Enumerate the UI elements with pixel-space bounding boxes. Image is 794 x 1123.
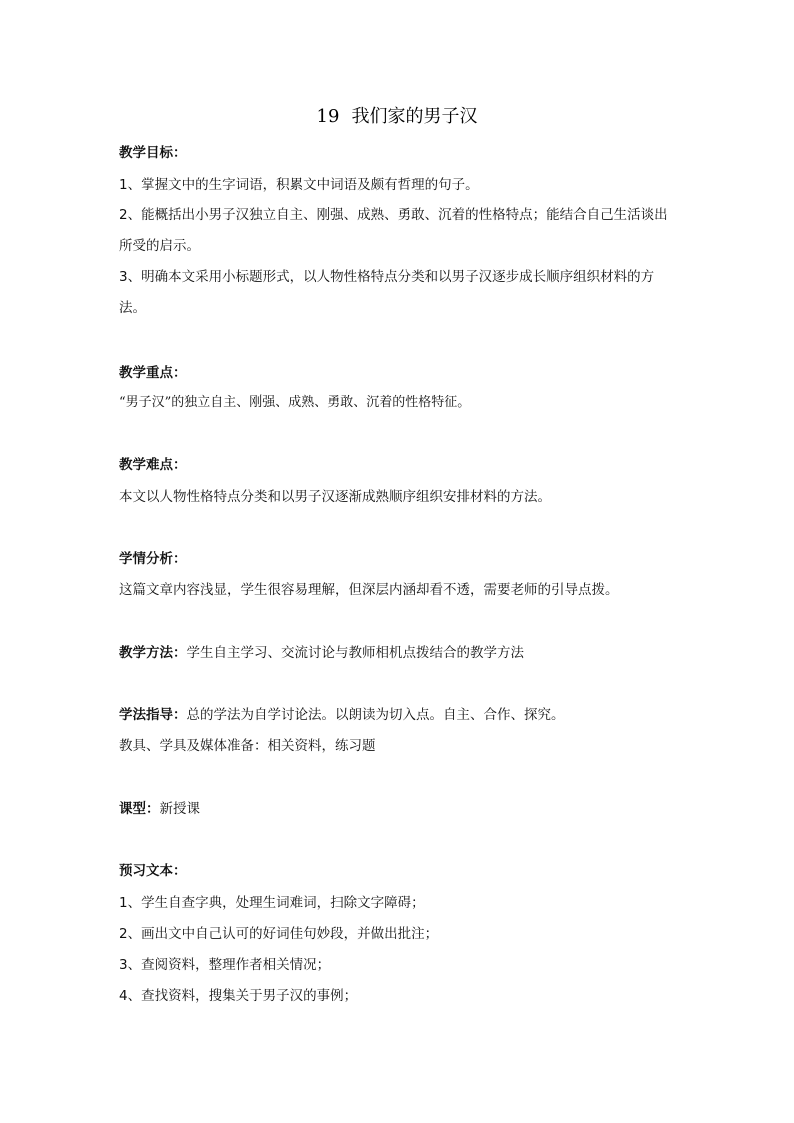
guidance-text: 总的学法为自学讨论法。以朗读为切入点。自主、合作、探究。 (186, 707, 565, 723)
lesson-title: 我们家的男子汉 (351, 106, 478, 127)
preview-heading: 预习文本： (119, 863, 187, 879)
objectives-heading: 教学目标： (119, 145, 187, 161)
lesson-type-line (119, 799, 200, 819)
analysis-text: 这篇文章内容浅显，学生很容易理解，但深层内涵却看不透，需要老师的引导点拨。 (119, 582, 619, 598)
guidance-line (119, 705, 565, 725)
objective-item-3: 3、明确本文采用小标题形式，以人物性格特点分类和以男子汉逐步成长顺序组织材料的方法。 (119, 269, 655, 316)
guidance-heading: 学法指导： (119, 707, 187, 723)
difficulties-text: 本文以人物性格特点分类和以男子汉逐渐成熟顺序组织安排材料的方法。 (119, 489, 551, 505)
difficulties-heading: 教学难点： (119, 457, 187, 473)
method-heading: 教学方法： (119, 645, 187, 661)
method-line (119, 643, 524, 663)
media-text: 教具、学具及媒体准备：相关资料，练习题 (119, 738, 376, 754)
analysis-heading: 学情分析： (119, 551, 187, 567)
preview-item-1: 1、学生自查字典，处理生词难词，扫除文字障碍； (119, 895, 425, 911)
page-title (0, 104, 794, 130)
objective-item-2: 2、能概括出小男子汉独立自主、刚强、成熟、勇敢、沉着的性格特点；能结合自己生活谈出所受的启示。 (119, 207, 668, 254)
key-points-text: “男子汉”的独立自主、刚强、成熟、勇敢、沉着的性格特征。 (119, 395, 471, 410)
lesson-number: 19 (316, 106, 340, 127)
preview-item-2: 2、画出文中自己认可的好词佳句妙段，并做出批注； (119, 926, 439, 942)
key-points-heading: 教学重点： (119, 365, 187, 381)
lesson-type-text: 新授课 (159, 801, 200, 817)
lesson-type-heading: 课型： (119, 801, 160, 817)
preview-item-4: 4、查找资料，搜集关于男子汉的事例； (119, 988, 358, 1004)
objective-item-1: 1、掌握文中的生字词语，积累文中词语及颇有哲理的句子。 (119, 177, 479, 193)
method-text: 学生自主学习、交流讨论与教师相机点拨结合的教学方法 (186, 645, 524, 661)
preview-item-3: 3、查阅资料，整理作者相关情况； (119, 957, 331, 973)
